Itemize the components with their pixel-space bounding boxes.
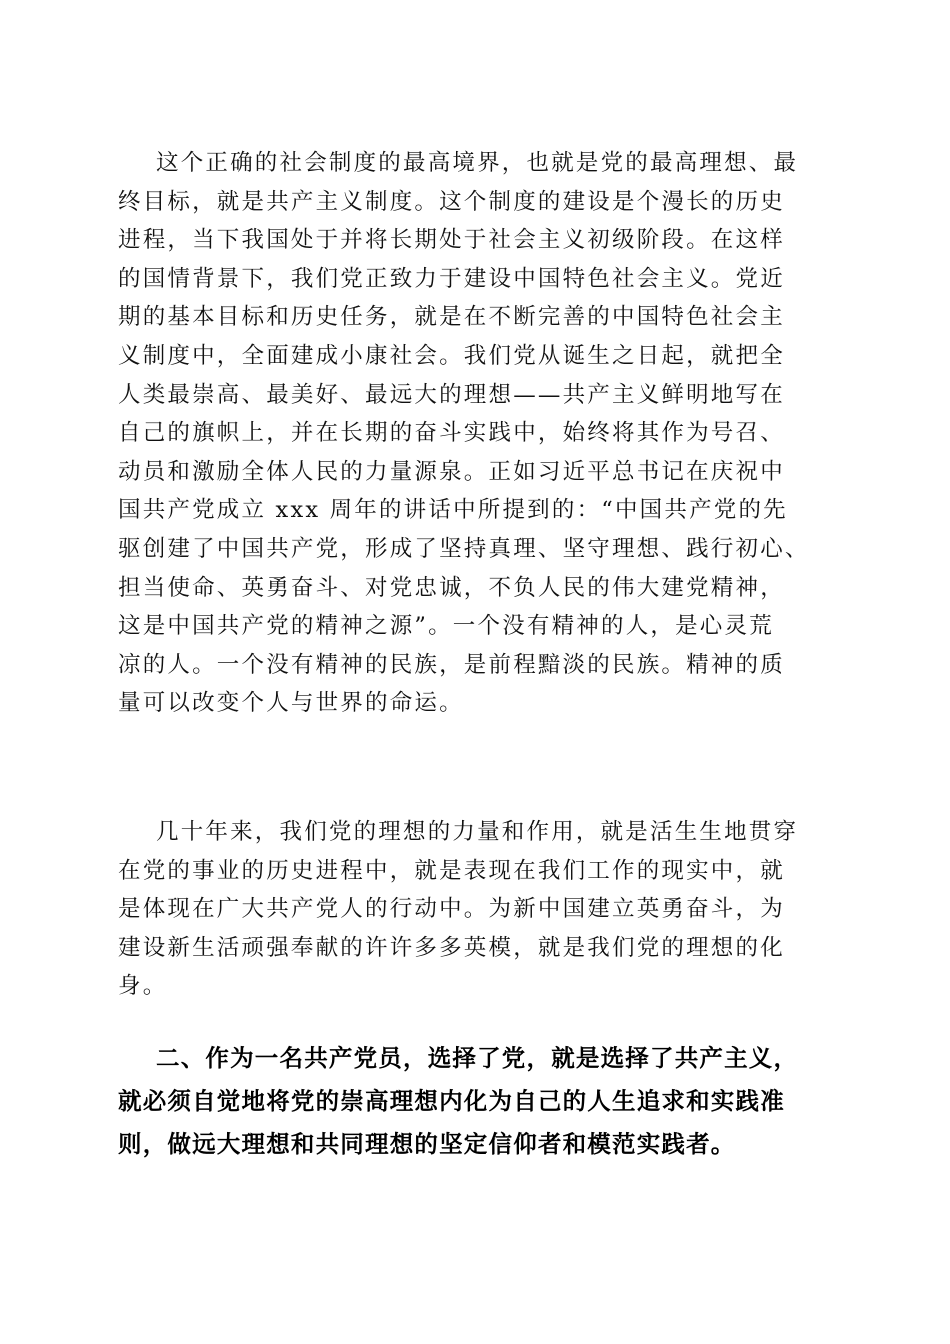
text-line: 几十年来，我们党的理想的力量和作用，就是活生生地贯穿 xyxy=(156,819,799,845)
text-line: 义制度中，全面建成小康社会。我们党从诞生之日起，就把全 xyxy=(118,342,785,369)
text-line: 国共产党成立 xxx 周年的讲话中所提到的：“中国共产党的先 xyxy=(118,497,788,524)
text-line: 驱创建了中国共产党，形成了坚持真理、坚守理想、践行初心、 xyxy=(118,535,810,562)
heading-line: 就必须自觉地将党的崇高理想内化为自己的人生追求和实践准 xyxy=(118,1087,785,1115)
text-line: 是体现在广大共产党人的行动中。为新中国建立英勇奋斗，为 xyxy=(118,896,785,923)
paragraph-socialist-system xyxy=(118,144,834,723)
section-heading-two xyxy=(118,1037,834,1166)
text-line: 终目标，就是共产主义制度。这个制度的建设是个漫长的历史 xyxy=(118,188,785,215)
text-line: 量可以改变个人与世界的命运。 xyxy=(118,690,464,717)
text-line: 进程，当下我国处于并将长期处于社会主义初级阶段。在这样 xyxy=(118,227,785,254)
text-line: 的国情背景下，我们党正致力于建设中国特色社会主义。党近 xyxy=(118,265,785,292)
heading-line: 则，做远大理想和共同理想的坚定信仰者和模范实践者。 xyxy=(118,1130,736,1158)
text-line: 凉的人。一个没有精神的民族，是前程黯淡的民族。精神的质 xyxy=(118,651,785,678)
text-line: 期的基本目标和历史任务，就是在不断完善的中国特色社会主 xyxy=(118,304,785,331)
text-line: 动员和激励全体人民的力量源泉。正如习近平总书记在庆祝中 xyxy=(118,458,785,485)
text-line: 建设新生活顽强奉献的许许多多英模，就是我们党的理想的化 xyxy=(118,934,785,961)
heading-line: 二、作为一名共产党员，选择了党，就是选择了共产主义， xyxy=(156,1044,799,1072)
text-line: 自己的旗帜上，并在长期的奋斗实践中，始终将其作为号召、 xyxy=(118,420,785,447)
text-line: 在党的事业的历史进程中，就是表现在我们工作的现实中，就 xyxy=(118,857,785,884)
paragraph-party-ideal-power xyxy=(118,813,834,1006)
text-line: 身。 xyxy=(118,973,168,1000)
text-line: 人类最崇高、最美好、最远大的理想——共产主义鲜明地写在 xyxy=(118,381,785,408)
text-line: 担当使命、英勇奋斗、对党忠诚，不负人民的伟大建党精神， xyxy=(118,574,785,601)
text-line: 这个正确的社会制度的最高境界，也就是党的最高理想、最 xyxy=(156,150,799,176)
text-line: 这是中国共产党的精神之源”。一个没有精神的人，是心灵荒 xyxy=(118,613,774,640)
